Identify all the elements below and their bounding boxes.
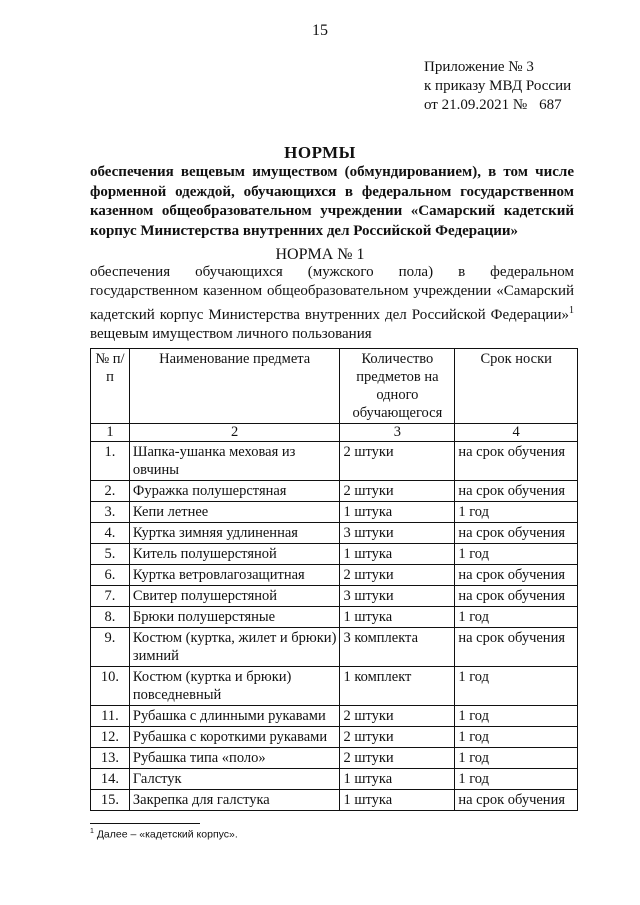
item-name: Рубашка с короткими рукавами [129,727,340,748]
item-name: Костюм (куртка и брюки) повседневный [129,667,340,706]
item-name: Свитер полушерстяной [129,586,340,607]
row-number: 2. [91,481,130,502]
order-number: 687 [539,97,562,113]
page-number: 15 [312,22,328,39]
column-number: 4 [455,424,578,442]
header-qty: Количество предметов на одного обучающегося [340,349,455,424]
item-quantity: 2 штуки [340,481,455,502]
item-wear-term: на срок обучения [455,586,578,607]
item-wear-term: на срок обучения [455,523,578,544]
item-wear-term: 1 год [455,727,578,748]
document-title: НОРМЫ [284,143,356,162]
item-quantity: 2 штуки [340,442,455,481]
item-name: Закрепка для галстука [129,790,340,811]
row-number: 15. [91,790,130,811]
footnote-divider [90,823,200,824]
item-wear-term: 1 год [455,502,578,523]
item-wear-term: 1 год [455,607,578,628]
document-subtitle: обеспечения вещевым имуществом (обмундированием), в том числе форменной одеждой, обучающихся в федеральном государственном казенном общеобразовательном учреждении «Самарский кадетский корпус Министерства внутренних дел Российской Федерации» [90,164,574,239]
item-quantity: 1 штука [340,502,455,523]
header-num: № п/п [91,349,130,424]
annex-title: Приложение № 3 [424,59,534,75]
column-number: 1 [91,424,130,442]
footnote-text: Далее – «кадетский корпус». [93,828,238,841]
item-wear-term: 1 год [455,667,578,706]
item-wear-term: 1 год [455,748,578,769]
norm-description [90,263,574,344]
column-number: 2 [129,424,340,442]
item-name: Брюки полушерстяные [129,607,340,628]
row-number: 9. [91,628,130,667]
table-row [91,586,578,607]
item-quantity: 1 штука [340,790,455,811]
item-wear-term: на срок обучения [455,790,578,811]
item-quantity: 2 штуки [340,706,455,727]
header-term: Срок носки [455,349,578,424]
annex-order-ref: к приказу МВД России [424,78,572,94]
table-row [91,769,578,790]
table-row [91,667,578,706]
row-number: 3. [91,502,130,523]
item-name: Шапка-ушанка меховая из овчины [129,442,340,481]
item-wear-term: 1 год [455,544,578,565]
item-quantity: 1 штука [340,544,455,565]
column-number: 3 [340,424,455,442]
table-header-row [91,349,578,424]
item-quantity: 2 штуки [340,748,455,769]
order-date-prefix: от 21.09.2021 № [424,97,528,113]
item-name: Кепи летнее [129,502,340,523]
annex-order-date [424,96,571,115]
norm-description-text: обеспечения обучающихся (мужского пола) в федеральном государственном казенном общеобразовательном учреждении «Самарский кадетский корпус Министерства внутренних дел Российской Федерации» [90,264,574,323]
table-row [91,481,578,502]
norm-heading: НОРМА № 1 [275,246,365,263]
table-row [91,748,578,769]
items-table [90,348,578,811]
item-quantity: 3 штуки [340,586,455,607]
item-quantity: 1 штука [340,769,455,790]
table-row [91,502,578,523]
item-name: Рубашка с длинными рукавами [129,706,340,727]
item-name: Китель полушерстяной [129,544,340,565]
item-name: Куртка зимняя удлиненная [129,523,340,544]
item-quantity: 3 штуки [340,523,455,544]
row-number: 1. [91,442,130,481]
item-quantity: 1 комплект [340,667,455,706]
table-row [91,727,578,748]
table-row [91,544,578,565]
table-row [91,706,578,727]
row-number: 7. [91,586,130,607]
row-number: 12. [91,727,130,748]
table-body [91,442,578,811]
row-number: 13. [91,748,130,769]
annex-block [424,58,571,115]
item-name: Рубашка типа «поло» [129,748,340,769]
norm-description-end: вещевым имуществом личного пользования [90,326,372,342]
row-number: 11. [91,706,130,727]
item-quantity: 2 штуки [340,727,455,748]
item-wear-term: на срок обучения [455,481,578,502]
row-number: 5. [91,544,130,565]
footnote [90,828,238,841]
item-wear-term: на срок обучения [455,565,578,586]
row-number: 6. [91,565,130,586]
item-wear-term: на срок обучения [455,442,578,481]
row-number: 10. [91,667,130,706]
column-number-row [91,424,578,442]
table-row [91,523,578,544]
row-number: 14. [91,769,130,790]
item-wear-term: 1 год [455,706,578,727]
table-row [91,628,578,667]
row-number: 8. [91,607,130,628]
table-row [91,565,578,586]
table-row [91,442,578,481]
footnote-reference: 1 [569,305,574,316]
table-row [91,607,578,628]
item-wear-term: 1 год [455,769,578,790]
header-name: Наименование предмета [129,349,340,424]
item-name: Костюм (куртка, жилет и брюки) зимний [129,628,340,667]
item-quantity: 2 штуки [340,565,455,586]
item-name: Куртка ветровлагозащитная [129,565,340,586]
table-row [91,790,578,811]
row-number: 4. [91,523,130,544]
item-quantity: 3 комплекта [340,628,455,667]
item-wear-term: на срок обучения [455,628,578,667]
footnote-mark: 1 [90,828,94,835]
item-name: Галстук [129,769,340,790]
item-quantity: 1 штука [340,607,455,628]
item-name: Фуражка полушерстяная [129,481,340,502]
